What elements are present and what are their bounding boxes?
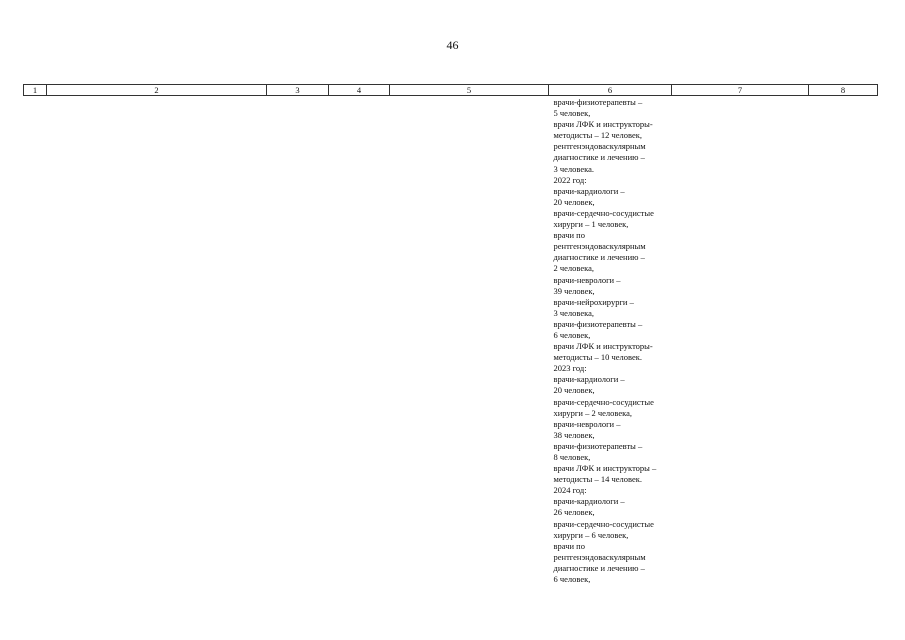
text-line: врачи-неврологи –: [553, 418, 621, 429]
text-line: 6 человек,: [553, 574, 591, 585]
text-line: 38 человек,: [553, 429, 595, 440]
text-line: 2023 год:: [553, 363, 587, 374]
text-line: врачи ЛФК и инструкторы –: [553, 463, 657, 474]
column-header-6: 6: [549, 85, 672, 96]
text-line: врачи по: [553, 540, 585, 551]
text-line: методисты – 14 человек.: [553, 474, 642, 485]
text-line: 20 человек,: [553, 385, 595, 396]
cell-column-5: [390, 96, 549, 586]
text-line: 5 человек,: [553, 108, 591, 119]
text-line: врачи-сердечно-сосудистые: [553, 396, 654, 407]
table-header-row: [24, 85, 878, 96]
cell-column-2: [47, 96, 267, 586]
text-line: рентгенэндоваскулярным: [553, 141, 646, 152]
text-line: врачи-физиотерапевты –: [553, 318, 643, 329]
text-line: врачи ЛФК и инструкторы-: [553, 119, 653, 130]
page-number: 46: [446, 38, 459, 52]
text-line: 6 человек,: [553, 329, 591, 340]
text-line: диагностике и лечению –: [553, 252, 645, 263]
column-header-8: 8: [809, 85, 878, 96]
cell-column-1: [24, 96, 47, 586]
text-line: диагностике и лечению –: [553, 152, 645, 163]
table-row: [24, 96, 878, 586]
text-line: рентгенэндоваскулярным: [553, 551, 646, 562]
text-line: методисты – 10 человек.: [553, 352, 642, 363]
text-line: врачи-сердечно-сосудистые: [553, 518, 654, 529]
text-line: диагностике и лечению –: [553, 562, 645, 573]
text-line: рентгенэндоваскулярным: [553, 241, 646, 252]
text-line: врачи-нейрохирурги –: [553, 296, 634, 307]
column-header-5: 5: [390, 85, 549, 96]
text-line: врачи-физиотерапевты –: [553, 440, 643, 451]
text-line: врачи ЛФК и инструкторы-: [553, 341, 653, 352]
text-line: хирурги – 2 человека,: [553, 407, 633, 418]
text-line: врачи-неврологи –: [553, 274, 621, 285]
cell-column-7: [672, 96, 809, 586]
column-header-1: 1: [24, 85, 47, 96]
text-line: хирурги – 6 человек,: [553, 529, 629, 540]
staff-list-text: [549, 96, 672, 585]
column-header-7: 7: [672, 85, 809, 96]
column-header-3: 3: [267, 85, 329, 96]
column-header-4: 4: [329, 85, 390, 96]
text-line: врачи-сердечно-сосудистые: [553, 207, 654, 218]
text-line: 2 человека,: [553, 263, 595, 274]
text-line: 2024 год:: [553, 485, 587, 496]
text-line: 8 человек,: [553, 452, 591, 462]
cell-column-4: [329, 96, 390, 586]
text-line: врачи по: [553, 230, 585, 241]
text-line: методисты – 12 человек,: [553, 130, 642, 141]
text-line: врачи-кардиологи –: [553, 374, 625, 385]
cell-column-3: [267, 96, 329, 586]
text-line: 20 человек,: [553, 196, 595, 207]
text-line: 26 человек,: [553, 507, 595, 518]
document-table: [23, 84, 878, 585]
column-header-2: 2: [47, 85, 267, 96]
text-line: 2022 год:: [553, 174, 587, 185]
text-line: 39 человек,: [553, 285, 595, 296]
text-line: 3 человека,: [553, 307, 595, 318]
text-line: 3 человека.: [553, 163, 595, 174]
text-line: врачи-физиотерапевты –: [553, 97, 643, 107]
text-line: хирурги – 1 человек,: [553, 219, 629, 230]
cell-column-8: [809, 96, 878, 586]
text-line: врачи-кардиологи –: [553, 185, 625, 196]
text-line: врачи-кардиологи –: [553, 496, 625, 507]
cell-column-6: [549, 96, 672, 586]
